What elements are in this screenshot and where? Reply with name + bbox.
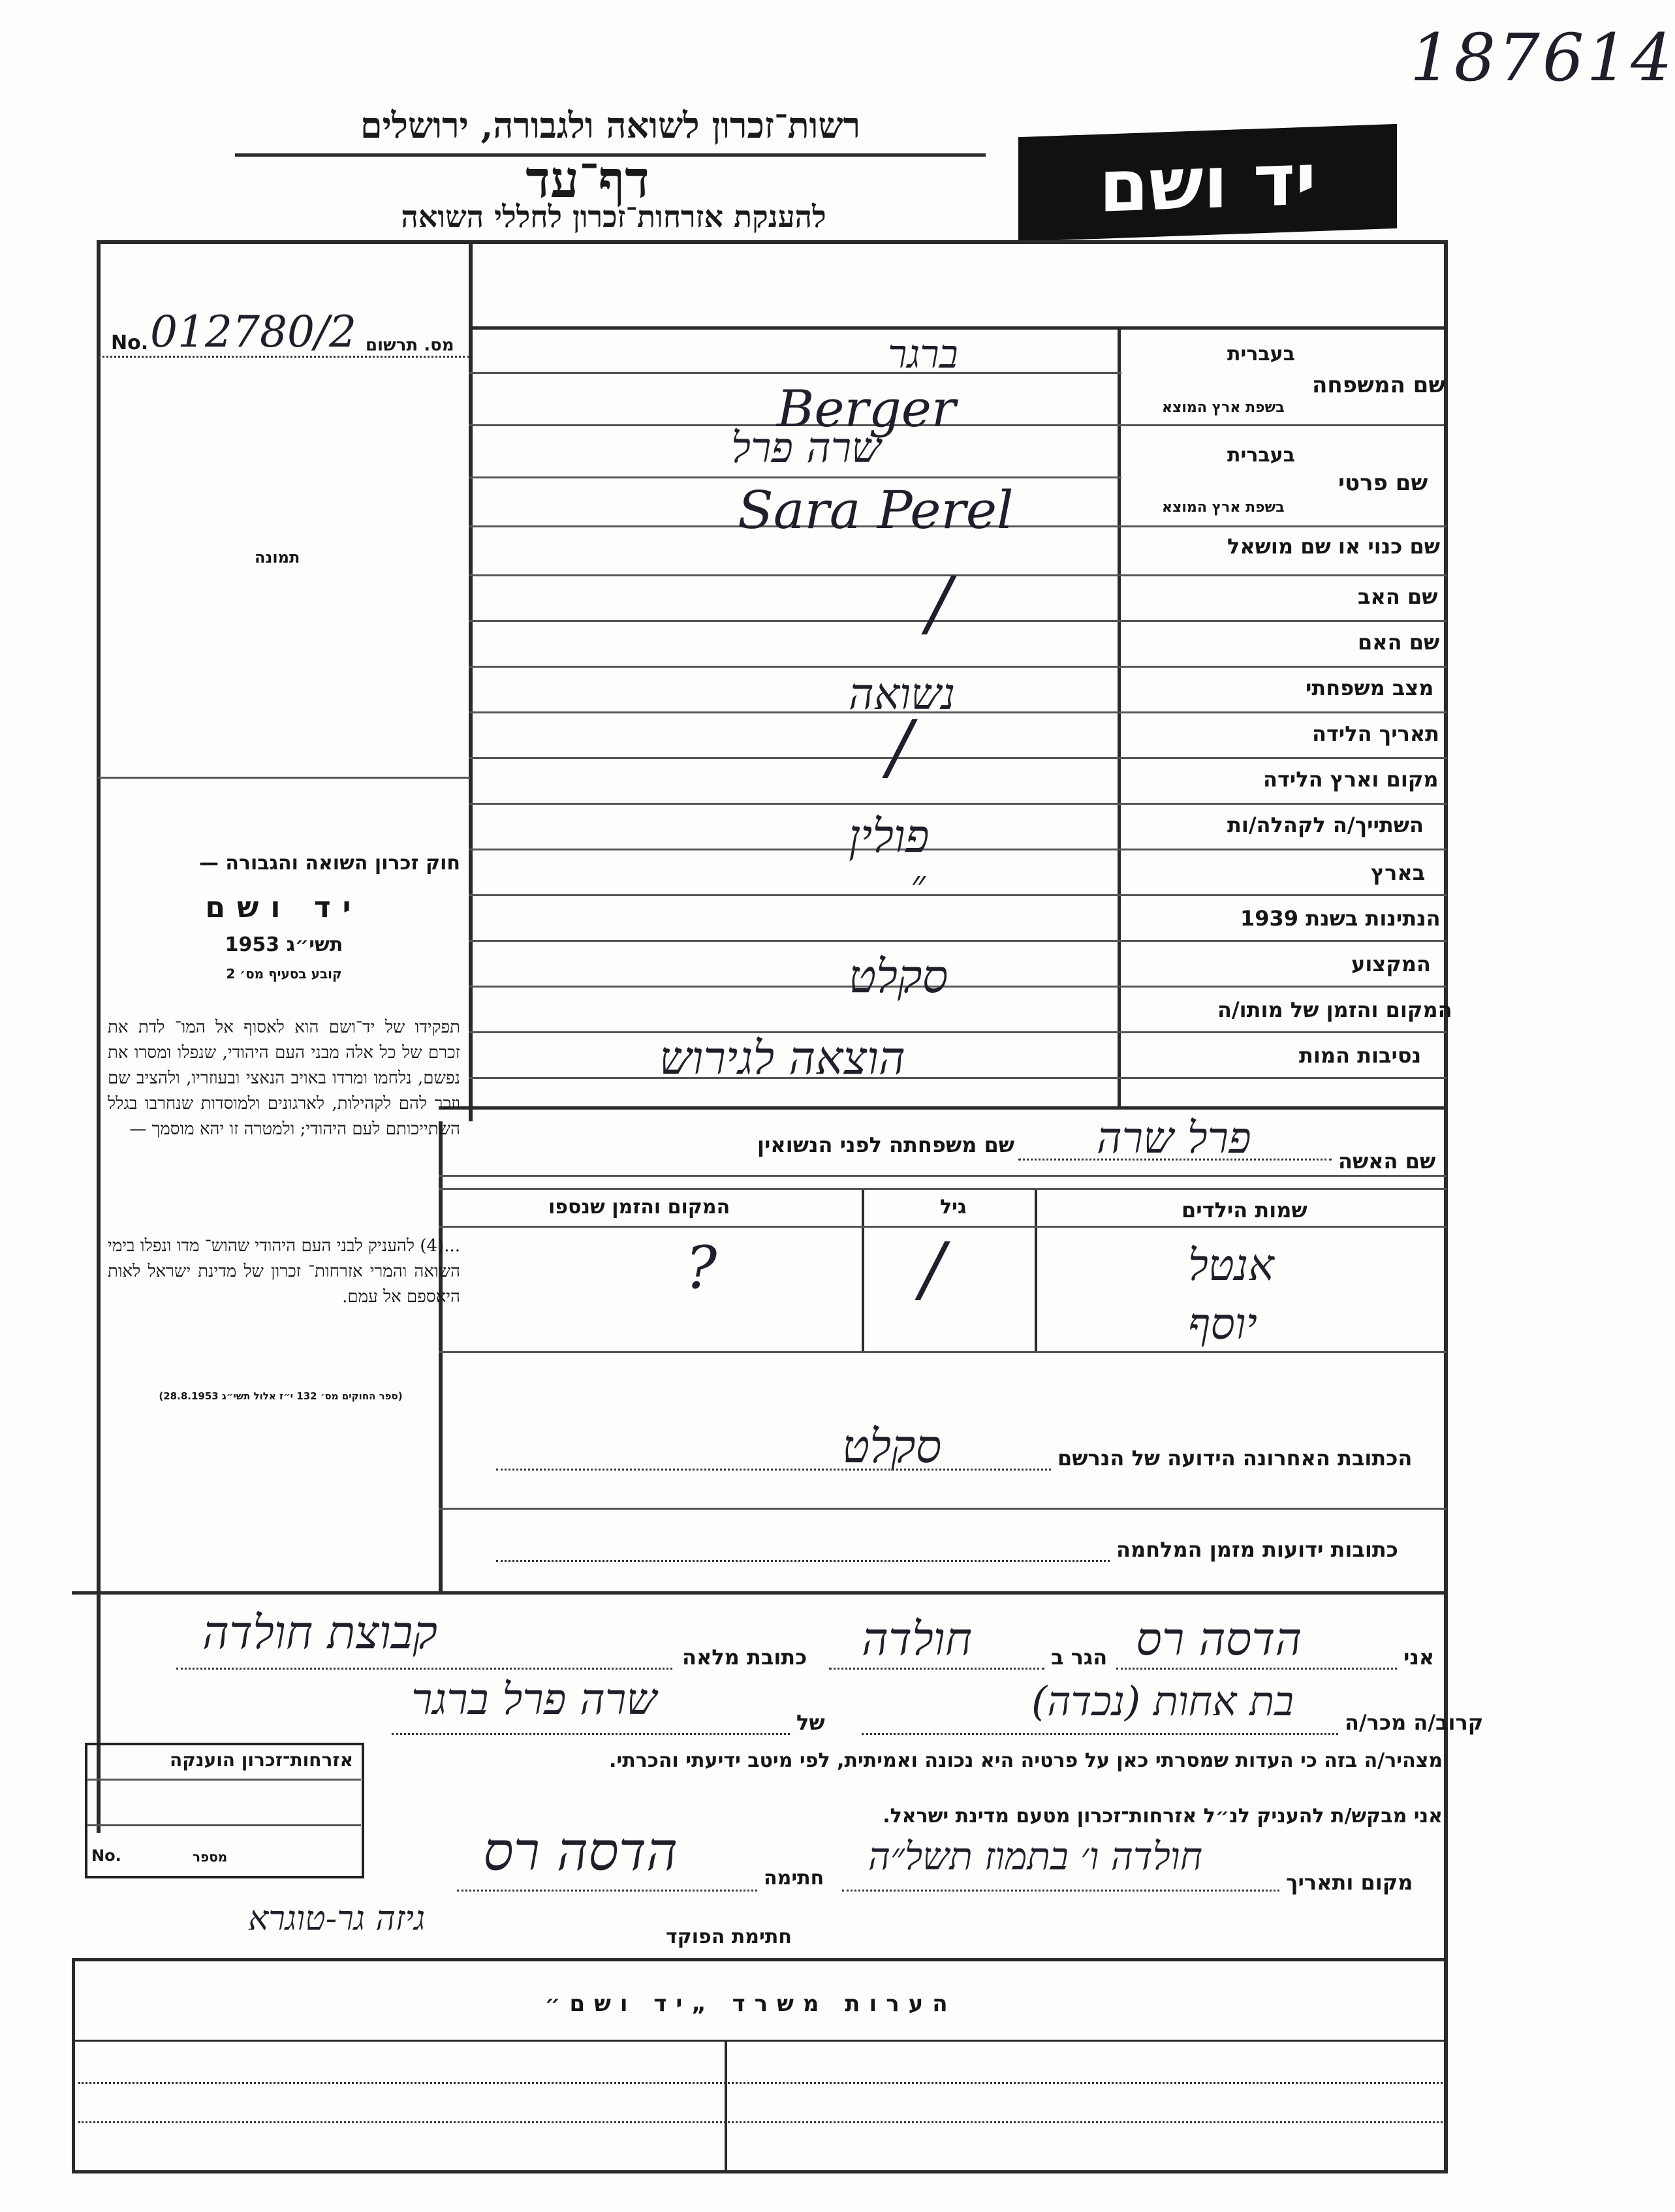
birth-date-label: תאריך הלידה (1312, 721, 1440, 746)
citizenship-box-no-label: No. (91, 1846, 121, 1865)
row-line (469, 1031, 1447, 1033)
child-name-2: יוסף (1188, 1299, 1257, 1349)
row-line (469, 894, 1447, 896)
family-name-sub-hebrew: בעברית (1227, 343, 1295, 366)
signature-label: חתימה (764, 1867, 824, 1890)
signature-line (457, 1890, 757, 1892)
children-col-divider-1 (1035, 1188, 1037, 1351)
law-citation: (ספר החוקים מס׳ 132 י״ז אלול תשי״ג 28.8.1953) (159, 1390, 403, 1402)
law-text-2: ...(4) להעניק לבני העם היהודי שהוש־ מדו ונפלו בימי השואה והמרי אזרחות־ זכרון של מדינת ישראל לאות היאספם אל עמם. (108, 1236, 460, 1307)
row-line (469, 711, 1447, 713)
community-label: השתייך/ה לקהלה/ות (1227, 813, 1424, 837)
row-line (469, 1077, 1447, 1079)
country-value: ״ (911, 862, 926, 907)
registration-no-label: No. (111, 332, 149, 354)
children-age-value: / (920, 1227, 945, 1311)
wife-maiden-label: שם משפחתה לפני הנשואין (757, 1132, 1015, 1157)
section-line (439, 1106, 1447, 1110)
law-name: יד ושם (205, 891, 363, 924)
community-value: פולין (849, 809, 930, 863)
war-addresses-label: כתובות ידועות מזמן המלחמה (1116, 1537, 1398, 1562)
nickname-label: שם כנוי או שם מושאל (1227, 534, 1441, 559)
citizenship-1939-label: הנתינות בשנת 1939 (1240, 906, 1441, 931)
row-line (469, 940, 1447, 942)
registration-line (98, 356, 470, 358)
officer-label: חתימת הפוקד (666, 1925, 792, 1948)
death-circumstances-label: נסיבות המות (1299, 1043, 1422, 1068)
children-place-value: ? (685, 1234, 717, 1302)
yad-vashem-logo: יד ושם (1018, 124, 1397, 241)
marital-label: מצב משפחתי (1306, 676, 1434, 700)
row-line (439, 1508, 1447, 1510)
place-date-line (842, 1890, 1279, 1892)
form-title: דף־עד (525, 150, 650, 210)
row-line (469, 666, 1447, 668)
archive-number: 187614 (1410, 20, 1675, 96)
family-name-hebrew-value: ברגר (888, 332, 958, 377)
notes-line (78, 2121, 1443, 2123)
row-line (469, 620, 1447, 622)
declarant-line (1116, 1668, 1397, 1670)
first-name-native-value: Sara Perel (738, 480, 1014, 540)
mother-label: שם האם (1358, 630, 1440, 655)
wife-value: פרל שרה (1097, 1113, 1251, 1163)
children-age-header: גיל (940, 1196, 967, 1219)
address-value: קבוצת חולדה (202, 1606, 437, 1659)
citizenship-box-line (87, 1779, 361, 1781)
citizenship-box-number-label: מספר (193, 1849, 228, 1865)
last-address-label: הכתובת האחרונה הידועה של הנרשם (1057, 1446, 1413, 1471)
marital-value: נשואה (849, 669, 956, 719)
declaration-statement-1: מצהיר/ה בזה כי העדות שמסרתי כאן על פרטיה היא נכונה ואמיתית, לפי מיטב ידיעתי והכרתי. (609, 1749, 1443, 1772)
row-line (469, 372, 1121, 374)
birth-date-value: / (888, 705, 913, 788)
relation-value: בת אחות (נכדה) (1031, 1677, 1294, 1725)
citizenship-box-title: אזרחות־זכרון הוענקה (170, 1749, 353, 1771)
notes-bottom-line (72, 2170, 1448, 2173)
row-line (469, 986, 1447, 988)
signature-value: הדסה רס (483, 1821, 678, 1883)
of-value: שרה פרל ברגר (411, 1674, 657, 1724)
row-line (469, 476, 1121, 478)
office-notes-title: הערות משרד „יד ושם״ (544, 1991, 957, 2017)
form-subtitle: להענקת אזרחות־זכרון לחללי השואה (401, 199, 826, 234)
first-name-hebrew-value: שרה פרל (731, 424, 881, 473)
label-column-divider (1118, 330, 1121, 1106)
officer-signature: גיזה גר-טוגרא (248, 1899, 426, 1939)
death-place-label: המקום והזמן של מותו/ה (1217, 997, 1452, 1022)
father-label: שם האב (1358, 584, 1438, 609)
last-address-line (496, 1469, 1051, 1471)
section-line (72, 1591, 1448, 1595)
family-name-sub-native: בשפת ארץ המוצא (1162, 399, 1285, 416)
law-text-1: תפקידו של יד־ושם הוא לאסוף אל המו־ לדת את זכרם של כל אלה מבני העם היהודי, שנפלו ומסרו את נפשם, נלחמו ומרדו באויב הנאצי ובעוזריו, ולהציב שם וזכר להם לקהילות, לארגונים ולמוסדות שנחרבו בגלל השתייכותם לעם היהודי; ולמטרה זו יהא מוסמך — (108, 1018, 460, 1139)
notes-left-line (72, 1958, 75, 2173)
death-circumstances-value: הוצאה לגירוש (659, 1031, 905, 1085)
notes-right-line (1444, 1958, 1448, 2173)
birth-place-label: מקום וארץ הלידה (1263, 767, 1439, 792)
wife-label: שם האשה (1338, 1149, 1436, 1174)
resides-value: חולדה (862, 1612, 973, 1666)
family-name-label: שם המשפחה (1312, 372, 1446, 398)
citizenship-box-line (87, 1824, 361, 1826)
of-label: של (796, 1710, 825, 1735)
place-date-label: מקום ותאריך (1286, 1870, 1413, 1895)
frame-top (97, 240, 1448, 244)
child-name-1: אנטל (1188, 1240, 1274, 1290)
address-line (176, 1668, 672, 1670)
top-band (469, 326, 1447, 330)
row-line (439, 1175, 1447, 1177)
address-label: כתובת מלאה (682, 1645, 807, 1670)
photo-placeholder: תמונה (255, 548, 300, 567)
declaration-statement-2: אני מבקש/ת להעניק לנ״ל אזרחות־זכרון מטעם מדינת ישראל. (883, 1805, 1443, 1828)
notes-line (78, 2082, 1443, 2084)
row-line (439, 1351, 1447, 1353)
children-col-divider-2 (862, 1188, 864, 1351)
row-line (439, 1188, 1447, 1190)
law-clause: קובע בסעיף מס׳ 2 (226, 966, 342, 982)
war-addresses-line (496, 1560, 1110, 1562)
first-name-sub-hebrew: בעברית (1227, 444, 1295, 467)
frame-right (1444, 240, 1448, 2074)
registration-number: 012780/2 (150, 307, 357, 357)
of-line (392, 1733, 790, 1735)
place-date-value: חולדה ו׳ בתמוז תשל״ה (868, 1834, 1203, 1878)
father-value: / (927, 561, 952, 645)
family-name-native-value: Berger (777, 380, 956, 439)
declarant-label: אני (1403, 1645, 1435, 1670)
first-name-sub-native: בשפת ארץ המוצא (1162, 499, 1285, 516)
profession-label: המקצוע (1351, 952, 1431, 976)
sidebar-divider-lower (439, 1121, 443, 1591)
authority-heading: רשות־זכרון לשואה ולגבורה, ירושלים (360, 104, 861, 146)
declarant-value: הדסה רס (1136, 1612, 1302, 1666)
row-line (469, 849, 1447, 850)
notes-middle-divider (725, 2040, 727, 2173)
first-name-label: שם פרטי (1338, 470, 1428, 496)
row-line (469, 803, 1447, 805)
notes-header-line (72, 2040, 1448, 2042)
law-title: חוק זכרון השואה והגבורה — (198, 852, 460, 875)
resides-line (829, 1668, 1044, 1670)
country-label: בארץ (1371, 860, 1426, 885)
registration-label: מס. תרשום (366, 335, 454, 355)
notes-top-line (72, 1958, 1448, 1961)
resides-label: הגר ב (1051, 1645, 1108, 1670)
row-line (1118, 424, 1444, 426)
last-address-value: סקלט (842, 1420, 942, 1473)
row-line (469, 757, 1447, 759)
photo-area-bottom (98, 777, 470, 779)
children-names-header: שמות הילדים (1182, 1198, 1307, 1223)
law-year: תשי״ג 1953 (225, 933, 343, 956)
relation-label: קרוב/ה מכר/ה (1345, 1710, 1484, 1735)
relation-line (862, 1733, 1338, 1735)
children-place-header: המקום והזמן שנספו (548, 1196, 730, 1219)
profession-value: סקלט (849, 950, 948, 1003)
row-line (469, 574, 1447, 576)
